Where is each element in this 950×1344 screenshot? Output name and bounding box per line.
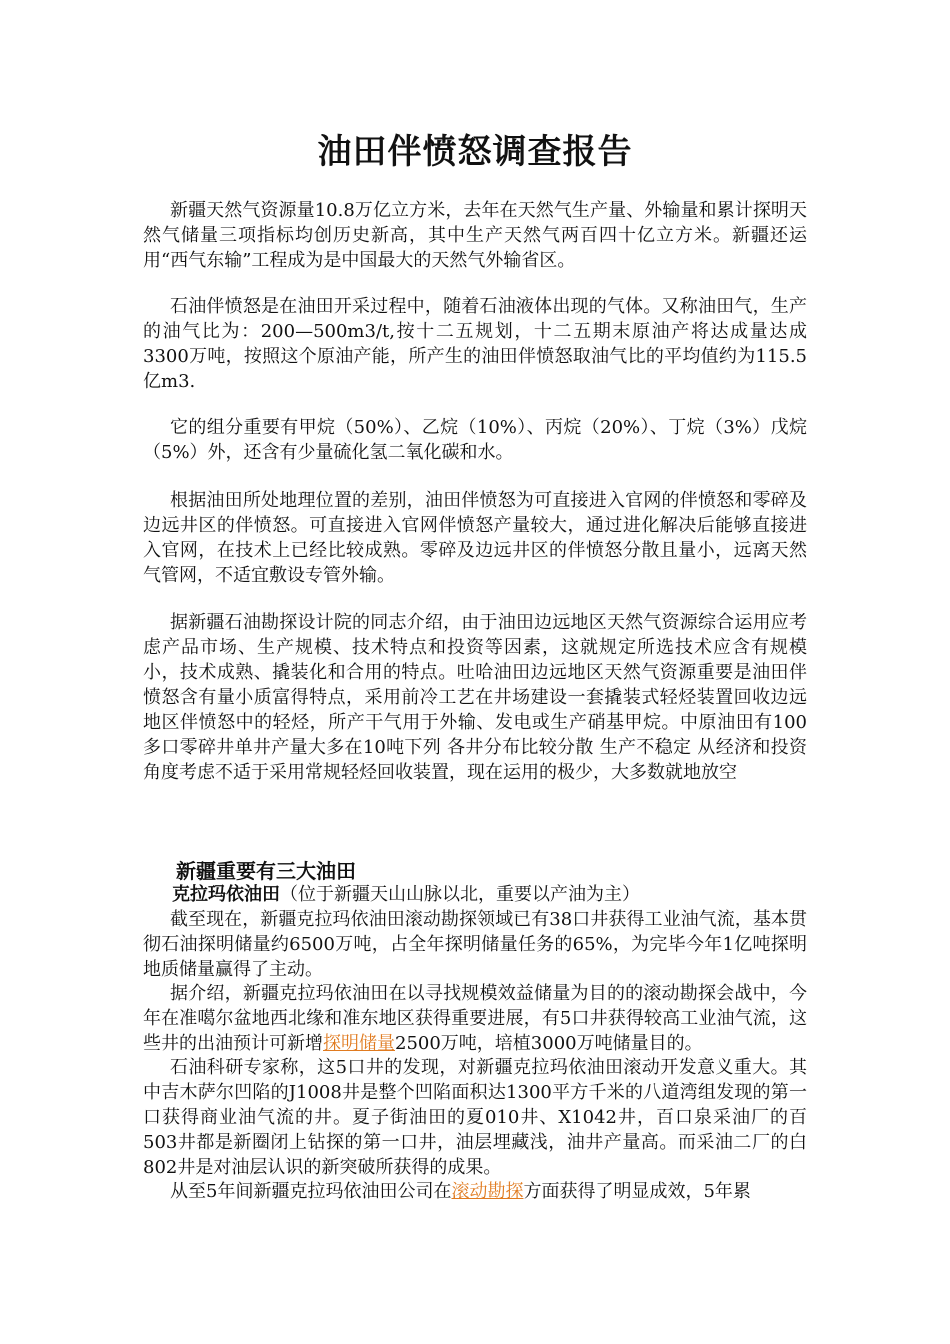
oilfield-note: （位于新疆天山山脉以北，重要以产油为主）	[280, 884, 640, 905]
paragraph-text: 从至5年间新疆克拉玛依油田公司在	[170, 1181, 452, 1202]
page-title: 油田伴愤怒调查报告	[317, 132, 633, 172]
rolling-exploration-link[interactable]: 滚动勘探	[451, 1181, 524, 1202]
proven-reserves-link[interactable]: 探明储量	[323, 1033, 395, 1054]
section-heading: 新疆重要有三大油田	[176, 859, 356, 883]
paragraph-text: 据介绍，新疆克拉玛依油田在以寻找规模效益储量为目的的滚动勘探会战中，今年在准噶尔盆地西北缘和准东地区获得重要进展，有5口井获得较高工业油气流，这些井的出油预计可新增	[143, 983, 807, 1054]
paragraph-gas-composition: 它的组分重要有甲烷（50%）、乙烷（10%）、丙烷（20%）、丁烷（3%）戊烷（5%）外，还含有少量硫化氢二氧化碳和水。	[143, 417, 807, 463]
paragraph-gas-resources: 新疆天然气资源量10.8万亿立方米，去年在天然气生产量、外输量和累计探明天然气储量三项指标均创历史新高，其中生产天然气两百四十亿立方米。新疆还运用“西气东输”工程成为是中国最大的天然气外输省区。	[143, 200, 807, 271]
paragraph-gas-classification: 根据油田所处地理位置的差别，油田伴愤怒为可直接进入官网的伴愤怒和零碎及边远井区的伴愤怒。可直接进入官网伴愤怒产量较大，通过进化解决后能够直接进入官网，在技术上已经比较成熟。零碎及边远井区的伴愤怒分散且量小，远离天然气管网，不适宜敷设专管外输。	[143, 490, 807, 586]
paragraph-expert-comment: 石油科研专家称，这5口井的发现，对新疆克拉玛依油田滚动开发意义重大。其中吉木萨尔凹陷的J1008井是整个凹陷面积达1300平方千米的八道湾组发现的第一口获得商业油气流的井。夏子街油田的夏010井、X1042井，百口泉采油厂的百503井都是新圈闭上钻探的第一口井，油层埋藏浅，油井产量高。而采油二厂的白802井是对油层认识的新突破所获得的成果。	[143, 1057, 807, 1178]
paragraph-text: 2500万吨，培植3000万吨储量目的。	[395, 1033, 703, 1054]
oilfield-subheading	[172, 882, 640, 907]
paragraph-remote-wells: 据新疆石油勘探设计院的同志介绍，由于油田边远地区天然气资源综合运用应考虑产品市场、生产规模、技术特点和投资等因素，这就规定所选技术应含有规模小，技术成熟、撬装化和合用的特点。吐哈油田边远地区天然气资源重要是油田伴愤怒含有量小质富得特点，采用前冷工艺在井场建设一套撬装式轻烃装置回收边远地区伴愤怒中的轻烃，所产干气用于外输、发电或生产硝基甲烷。中原油田有100多口零碎井单井产量大多在10吨下列 各井分布比较分散 生产不稳定 从经济和投资角度考虑不适于采用常规轻烃回收装置，现在运用的极少，大多数就地放空	[143, 612, 807, 783]
paragraph-associated-gas-definition: 石油伴愤怒是在油田开采过程中，随着石油液体出现的气体。又称油田气，生产的油气比为：200—500m3/t,按十二五规划，十二五期末原油产将达成量达成3300万吨，按照这个原油产能，所产生的油田伴愤怒取油气比的平均值约为115.5亿m3.	[143, 296, 807, 392]
paragraph-karamay-progress	[143, 981, 807, 1056]
oilfield-name: 克拉玛依油田	[172, 884, 280, 905]
paragraph-karamay-wells: 截至现在，新疆克拉玛依油田滚动勘探领域已有38口井获得工业油气流，基本贯彻石油探明储量约6500万吨，占全年探明储量任务的65%，为完毕今年1亿吨探明地质储量赢得了主动。	[143, 909, 807, 980]
paragraph-five-year-results	[143, 1179, 807, 1204]
paragraph-text: 方面获得了明显成效，5年累	[523, 1181, 751, 1202]
